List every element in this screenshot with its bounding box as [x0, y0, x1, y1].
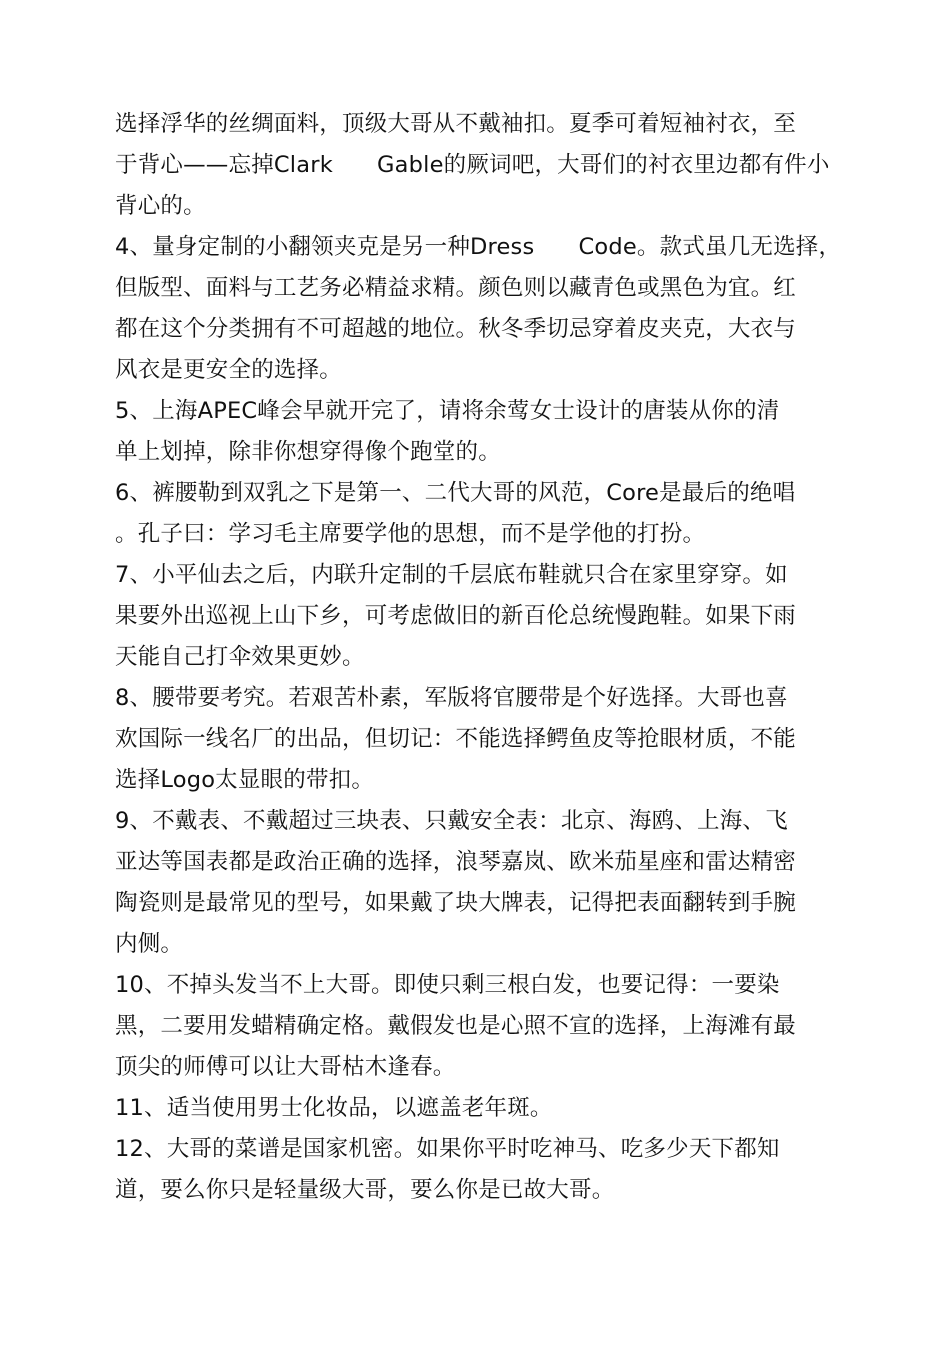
text-line: 内侧。 [115, 931, 184, 957]
text-line: 黑，二要用发蜡精确定格。戴假发也是心照不宣的选择，上海滩有最 [115, 1013, 797, 1039]
text-line: 亚达等国表都是政治正确的选择，浪琴嘉岚、欧米茄星座和雷达精密 [115, 849, 797, 875]
text-line: 顶尖的师傅可以让大哥枯木逢春。 [115, 1054, 456, 1080]
text-line: 单上划掉，除非你想穿得像个跑堂的。 [115, 439, 501, 465]
text-line: 都在这个分类拥有不可超越的地位。秋冬季切忌穿着皮夹克，大衣与 [115, 316, 797, 342]
text-line: 选择Logo太显眼的带扣。 [115, 767, 375, 793]
text-line: 6、裤腰勒到双乳之下是第一、二代大哥的风范，Core是最后的绝唱 [115, 480, 796, 506]
text-line: 11、适当使用男士化妆品，以遮盖老年斑。 [115, 1095, 553, 1121]
text-line: 。孔子曰：学习毛主席要学他的思想，而不是学他的打扮。 [115, 521, 706, 547]
text-line: 于背心——忘掉Clark Gable的厥词吧，大哥们的衬衣里边都有件小 [115, 152, 830, 178]
document-body [115, 104, 875, 1211]
text-line: 风衣是更安全的选择。 [115, 357, 343, 383]
text-line: 5、上海APEC峰会早就开完了，请将余莺女士设计的唐装从你的清 [115, 398, 780, 424]
text-line: 8、腰带要考究。若艰苦朴素，军版将官腰带是个好选择。大哥也喜 [115, 685, 788, 711]
text-line: 天能自己打伞效果更妙。 [115, 644, 365, 670]
text-line: 7、小平仙去之后，内联升定制的千层底布鞋就只合在家里穿穿。如 [115, 562, 788, 588]
text-line: 果要外出巡视上山下乡，可考虑做旧的新百伦总统慢跑鞋。如果下雨 [115, 603, 797, 629]
text-line: 12、大哥的菜谱是国家机密。如果你平时吃神马、吃多少天下都知 [115, 1136, 780, 1162]
text-line: 陶瓷则是最常见的型号，如果戴了块大牌表，记得把表面翻转到手腕 [115, 890, 797, 916]
text-line: 背心的。 [115, 193, 206, 219]
text-line: 选择浮华的丝绸面料，顶级大哥从不戴袖扣。夏季可着短袖衬衣，至 [115, 111, 797, 137]
text-line: 9、不戴表、不戴超过三块表、只戴安全表：北京、海鸥、上海、飞 [115, 808, 788, 834]
text-line: 道，要么你只是轻量级大哥，要么你是已故大哥。 [115, 1177, 615, 1203]
text-line: 4、量身定制的小翻领夹克是另一种Dress Code。款式虽几无选择， [115, 234, 842, 260]
text-line: 但版型、面料与工艺务必精益求精。颜色则以藏青色或黑色为宜。红 [115, 275, 797, 301]
text-line: 欢国际一线名厂的出品，但切记：不能选择鳄鱼皮等抢眼材质，不能 [115, 726, 797, 752]
text-line: 10、不掉头发当不上大哥。即使只剩三根白发，也要记得：一要染 [115, 972, 780, 998]
